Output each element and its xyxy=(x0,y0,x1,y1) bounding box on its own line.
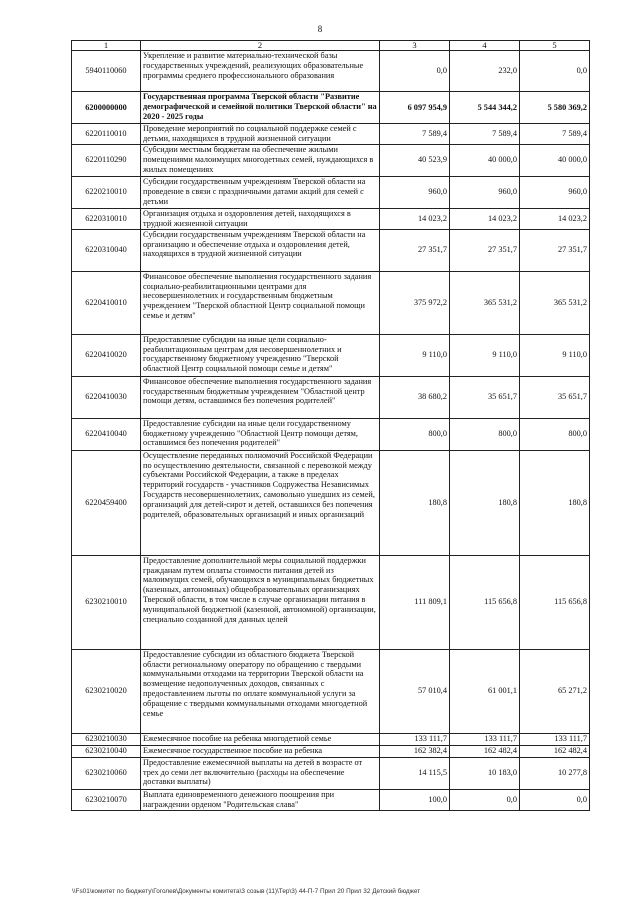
table-row xyxy=(72,124,590,145)
value-col3-cell: 40 523,9 xyxy=(380,144,450,176)
code-cell: 6220310010 xyxy=(72,208,141,229)
value-col5-cell: 365 531,2 xyxy=(520,271,590,334)
name-cell: Ежемесячное государственное пособие на ребенка xyxy=(141,745,380,757)
code-cell: 6220410010 xyxy=(72,271,141,334)
name-cell: Субсидии местным бюджетам на обеспечение жилыми помещениями малоимущих многодетных семей, нуждающихся в жилых помещениях xyxy=(141,144,380,176)
code-cell: 6220410030 xyxy=(72,376,141,418)
name-cell: Государственная программа Тверской области "Развитие демографической и семейной политики Тверской области" на 2020 - 2025 годы xyxy=(141,92,380,124)
budget-table xyxy=(71,40,590,811)
header-cell: 1 xyxy=(72,41,141,51)
code-cell: 6200000000 xyxy=(72,92,141,124)
code-cell: 6230210070 xyxy=(72,789,141,810)
header-cell: 3 xyxy=(380,41,450,51)
code-cell: 6230210060 xyxy=(72,757,141,789)
value-col4-cell: 365 531,2 xyxy=(450,271,520,334)
value-col5-cell: 9 110,0 xyxy=(520,334,590,376)
name-cell: Субсидии государственным учреждениям Тверской области на организацию и обеспечение отдыха и оздоровления детей, находящихся в трудной жизненной ситуации xyxy=(141,229,380,271)
value-col4-cell: 960,0 xyxy=(450,176,520,208)
value-col5-cell: 27 351,7 xyxy=(520,229,590,271)
table-header-row xyxy=(72,41,590,51)
table-row xyxy=(72,92,590,124)
value-col5-cell: 115 656,8 xyxy=(520,555,590,649)
value-col3-cell: 57 010,4 xyxy=(380,649,450,733)
code-cell: 6230210020 xyxy=(72,649,141,733)
table-row xyxy=(72,176,590,208)
value-col4-cell: 7 589,4 xyxy=(450,124,520,145)
value-col5-cell: 162 482,4 xyxy=(520,745,590,757)
value-col3-cell: 7 589,4 xyxy=(380,124,450,145)
value-col5-cell: 35 651,7 xyxy=(520,376,590,418)
value-col4-cell: 180,8 xyxy=(450,450,520,555)
header-cell: 4 xyxy=(450,41,520,51)
table-row xyxy=(72,649,590,733)
table-row xyxy=(72,376,590,418)
value-col4-cell: 9 110,0 xyxy=(450,334,520,376)
value-col4-cell: 232,0 xyxy=(450,51,520,92)
value-col5-cell: 40 000,0 xyxy=(520,144,590,176)
value-col3-cell: 180,8 xyxy=(380,450,450,555)
code-cell: 6220110010 xyxy=(72,124,141,145)
value-col4-cell: 10 183,0 xyxy=(450,757,520,789)
value-col4-cell: 61 001,1 xyxy=(450,649,520,733)
header-cell: 2 xyxy=(141,41,380,51)
code-cell: 5940110060 xyxy=(72,51,141,92)
code-cell: 6220410020 xyxy=(72,334,141,376)
value-col3-cell: 133 111,7 xyxy=(380,733,450,745)
value-col4-cell: 40 000,0 xyxy=(450,144,520,176)
value-col5-cell: 800,0 xyxy=(520,418,590,450)
code-cell: 6220410040 xyxy=(72,418,141,450)
value-col4-cell: 0,0 xyxy=(450,789,520,810)
table-row xyxy=(72,450,590,555)
code-cell: 6230210040 xyxy=(72,745,141,757)
table-row xyxy=(72,334,590,376)
file-path-footer: \\Fs01\комитет по бюджету\Гоголев\Документы комитета\3 созыв (11)\Тер\3) 44-П-7 Прил 20 Прил 32 Детский бюджет xyxy=(72,888,421,895)
name-cell: Организация отдыха и оздоровления детей, находящихся в трудной жизненной ситуации xyxy=(141,208,380,229)
value-col5-cell: 0,0 xyxy=(520,789,590,810)
code-cell: 6220310040 xyxy=(72,229,141,271)
table-row xyxy=(72,555,590,649)
table-row xyxy=(72,789,590,810)
value-col3-cell: 162 382,4 xyxy=(380,745,450,757)
name-cell: Осуществление переданных полномочий Российской Федерации по осуществлению деятельности, связанной с перевозкой между субъектами Российской Федерации, а также в пределах территорий государств - участников Содружества Независимых Государств несовершеннолетних, самовольно ушедших из семей, организаций для детей-сирот и детей, оставшихся без попечения родителей, образовательных организаций и иных организаций xyxy=(141,450,380,555)
value-col5-cell: 180,8 xyxy=(520,450,590,555)
value-col5-cell: 5 580 369,2 xyxy=(520,92,590,124)
value-col5-cell: 14 023,2 xyxy=(520,208,590,229)
name-cell: Субсидии государственным учреждениям Тверской области на проведение в связи с праздничными датами акций для семей с детьми xyxy=(141,176,380,208)
value-col4-cell: 35 651,7 xyxy=(450,376,520,418)
value-col4-cell: 27 351,7 xyxy=(450,229,520,271)
table-row xyxy=(72,757,590,789)
name-cell: Предоставление ежемесячной выплаты на детей в возрасте от трех до семи лет включительно (расходы на обеспечение доставки выплаты) xyxy=(141,757,380,789)
name-cell: Выплата единовременного денежного поощрения при награждении орденом "Родительская слава" xyxy=(141,789,380,810)
value-col5-cell: 0,0 xyxy=(520,51,590,92)
value-col3-cell: 800,0 xyxy=(380,418,450,450)
value-col5-cell: 7 589,4 xyxy=(520,124,590,145)
header-cell: 5 xyxy=(520,41,590,51)
code-cell: 6220110290 xyxy=(72,144,141,176)
value-col3-cell: 960,0 xyxy=(380,176,450,208)
name-cell: Финансовое обеспечение выполнения государственного задания социально-реабилитационными центрами для несовершеннолетних и государственным бюджетным учреждением "Тверской областной Центр социальной помощи семье и детям" xyxy=(141,271,380,334)
name-cell: Предоставление субсидии на иные цели государственному бюджетному учреждению "Областной Центр помощи детям, оставшимся без попечения родителей" xyxy=(141,418,380,450)
code-cell: 6220210010 xyxy=(72,176,141,208)
name-cell: Предоставление дополнительной меры социальной поддержки гражданам путем оплаты стоимости питания детей из малоимущих семей, обучающихся в муниципальных бюджетных (казенных, автономных) общеобразовательных организациях Тверской области, в том числе в случае организации питания в муниципальной бюджетной (казенной, автономной) организации, специально созданной для данных целей xyxy=(141,555,380,649)
value-col5-cell: 133 111,7 xyxy=(520,733,590,745)
value-col4-cell: 115 656,8 xyxy=(450,555,520,649)
value-col3-cell: 375 972,2 xyxy=(380,271,450,334)
name-cell: Предоставление субсидии из областного бюджета Тверской области региональному оператору по обращению с твердыми коммунальными отходами на территории Тверской области на возмещение недополученных доходов, связанных с предоставлением льготы по оплате коммунальной услуги за обращение с твердыми коммунальными отходами многодетной семье xyxy=(141,649,380,733)
value-col3-cell: 111 809,1 xyxy=(380,555,450,649)
table-row xyxy=(72,733,590,745)
table-row xyxy=(72,144,590,176)
value-col3-cell: 0,0 xyxy=(380,51,450,92)
value-col3-cell: 100,0 xyxy=(380,789,450,810)
value-col5-cell: 960,0 xyxy=(520,176,590,208)
table-row xyxy=(72,271,590,334)
value-col5-cell: 10 277,8 xyxy=(520,757,590,789)
page-number: 8 xyxy=(317,24,323,34)
value-col4-cell: 5 544 344,2 xyxy=(450,92,520,124)
table-row xyxy=(72,51,590,92)
code-cell: 6230210030 xyxy=(72,733,141,745)
value-col5-cell: 65 271,2 xyxy=(520,649,590,733)
value-col4-cell: 133 111,7 xyxy=(450,733,520,745)
value-col4-cell: 162 482,4 xyxy=(450,745,520,757)
value-col3-cell: 14 023,2 xyxy=(380,208,450,229)
value-col3-cell: 6 097 954,9 xyxy=(380,92,450,124)
code-cell: 6220459400 xyxy=(72,450,141,555)
table-row xyxy=(72,208,590,229)
table-row xyxy=(72,418,590,450)
name-cell: Финансовое обеспечение выполнения государственного задания государственным бюджетным учреждением "Областной центр помощи детям, оставшимся без попечения родителей" xyxy=(141,376,380,418)
value-col3-cell: 9 110,0 xyxy=(380,334,450,376)
value-col3-cell: 14 115,5 xyxy=(380,757,450,789)
value-col3-cell: 27 351,7 xyxy=(380,229,450,271)
value-col3-cell: 38 680,2 xyxy=(380,376,450,418)
name-cell: Укрепление и развитие материально-технической базы государственных учреждений, реализующих образовательные программы среднего профессионального образования xyxy=(141,51,380,92)
table-row xyxy=(72,229,590,271)
name-cell: Проведение мероприятий по социальной поддержке семей с детьми, находящихся в трудной жизненной ситуации xyxy=(141,124,380,145)
value-col4-cell: 800,0 xyxy=(450,418,520,450)
name-cell: Предоставление субсидии на иные цели социально-реабилитационным центрам для несовершеннолетних и государственному бюджетному учреждению "Тверской областной Центр социальной помощи семье и детям" xyxy=(141,334,380,376)
table-row xyxy=(72,745,590,757)
value-col4-cell: 14 023,2 xyxy=(450,208,520,229)
code-cell: 6230210010 xyxy=(72,555,141,649)
name-cell: Ежемесячное пособие на ребенка многодетной семье xyxy=(141,733,380,745)
